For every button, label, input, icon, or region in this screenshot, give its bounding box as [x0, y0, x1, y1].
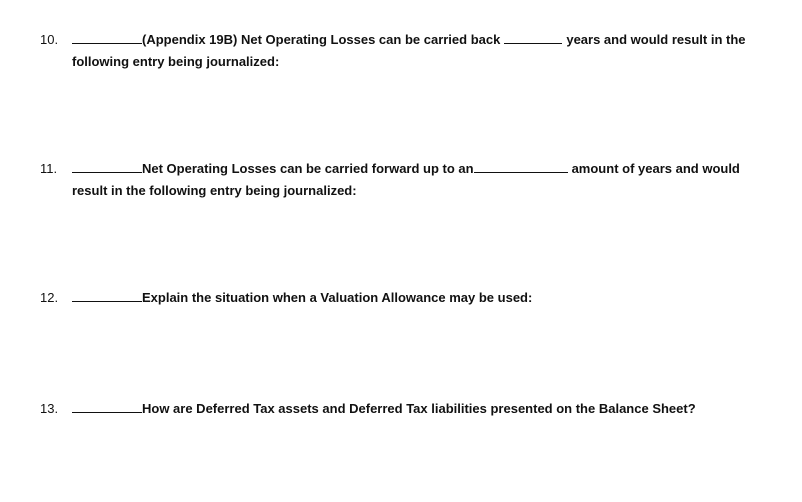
question-number: 10.: [40, 32, 59, 47]
question-10: [40, 32, 780, 69]
answer-blank[interactable]: [72, 32, 142, 44]
question-text: Net Operating Losses can be carried forward up to an: [142, 161, 474, 176]
question-text-line2: result in the following entry being journalized:: [72, 183, 357, 198]
question-text: (Appendix 19B) Net Operating Losses can be carried back: [142, 32, 501, 47]
answer-blank[interactable]: [72, 161, 142, 173]
question-number: 13.: [40, 401, 59, 416]
answer-blank[interactable]: [72, 401, 142, 413]
question-text: Explain the situation when a Valuation Allowance may be used:: [142, 290, 533, 305]
question-text-continued: amount of years and would: [571, 161, 740, 176]
question-11: [40, 161, 780, 198]
question-number: 11.: [40, 161, 58, 176]
question-text-continued: years and would result in the: [566, 32, 746, 47]
answer-blank[interactable]: [72, 290, 142, 302]
inline-answer-blank[interactable]: [504, 32, 562, 44]
question-13: [40, 401, 780, 421]
inline-answer-blank[interactable]: [474, 161, 568, 173]
question-number: 12.: [40, 290, 59, 305]
question-text-line2: following entry being journalized:: [72, 54, 280, 69]
question-12: [40, 290, 780, 310]
question-text: How are Deferred Tax assets and Deferred Tax liabilities presented on the Balance Sheet?: [142, 401, 696, 416]
